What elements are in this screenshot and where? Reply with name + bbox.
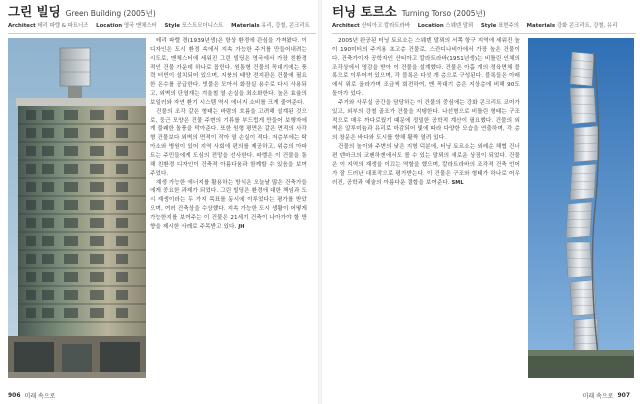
right-subtitle: Turning Torso (2005년) xyxy=(401,9,486,18)
left-paragraph: 재생 가능한 에너지를 활용하는 방식은 오늘날 많은 건축가들에게 중요한 과제가 되었다. 그린 빌딩은 환경에 대한 책임과 도시 재생이라는 두 가지 목표를 동시에 이루었다는 평가를 받았으며, 여러 건축상을 수상했다. 지속 가능한 도시 생활이 어떻게 가능한지를 보여주는 이 건물은 21세기 건축이 나아가야 할 방향을 제시한 사례로 주목받고 있다. JH xyxy=(150,179,307,230)
right-page xyxy=(320,0,640,404)
green-building-photo xyxy=(8,38,146,378)
left-body-text xyxy=(150,37,307,377)
right-body-text xyxy=(332,37,520,377)
running-title: 미래 속으로 xyxy=(24,392,56,400)
info-location: Location 스웨덴 말뫼 xyxy=(417,23,474,29)
right-paragraph: 주거와 사무실 공간을 담당하는 이 건물의 중심에는 강화 콘크리트 코어가 있고, 외부의 강철 골조가 건물을 지탱한다. 나선형으로 비틀린 형태는 구조적으로 매우 까다로웠기 때문에 정밀한 공학적 계산이 필요했다. 건물의 외벽은 알루미늄과 유리로 마감되어 빛에 따라 다양한 모습을 연출하며, 각 층의 창문은 바다와 도시를 향해 활짝 열려 있다. xyxy=(332,99,520,142)
info-location: Location 영국 맨체스터 xyxy=(96,23,157,29)
left-paragraph: 테리 파렐 경(1939년생)은 항상 환경에 관심을 가져왔다. 이 디자인은 도시 환경 속에서 지속 가능한 주거를 만들어내려는 시도로, 맨체스터에 세워진 그린 빌딩은 영국에서 가장 친환경적인 건물 가운데 하나로 꼽힌다. 원통형 건물의 꼭대기에는 풍력 터빈이 설치되어 있으며, 지붕의 태양 전지판은 건물에 필요한 온수를 공급한다. 빗물은 모아서 화장실 용수로 다시 사용되고, 외벽의 단열재는 겨울철 열 손실을 최소화한다. 높은 효율의 보일러와 자연 환기 시스템 역시 에너지 소비를 크게 줄여준다. xyxy=(150,38,307,106)
left-footer xyxy=(8,389,55,401)
left-subtitle: Green Building (2005년) xyxy=(65,9,156,18)
info-architect: Architect 산티아고 칼라트라바 xyxy=(332,23,411,29)
page-number: 906 xyxy=(8,391,21,399)
info-architect: Architect 테리 파렐 & 파트너즈 xyxy=(8,23,89,29)
author-initials: JH xyxy=(238,223,245,230)
right-paragraph: 건물의 높이와 주변의 낮은 지형 덕분에, 터닝 토르소는 외레순 해협 건너편 덴마크의 코펜하겐에서도 볼 수 있는 말뫼의 새로운 상징이 되었다. 건물은 이 지역의 재생을 이끄는 역할을 했으며, 칼라트라바의 조각적 건축 언어가 잘 드러난 대표작으로 평가받는다. 이 건물은 구조와 형태가 하나로 어우러진, 공학과 예술의 아름다운 결합을 보여준다. SML xyxy=(332,144,520,186)
left-divider xyxy=(8,33,316,34)
right-footer xyxy=(583,389,630,401)
right-info-bar xyxy=(332,21,636,33)
left-info-bar xyxy=(8,21,316,33)
info-materials: Materials 강화 콘크리트, 강철, 유리 xyxy=(526,23,618,29)
right-divider xyxy=(332,33,636,34)
left-paragraph: 건물의 조각 같은 형태는 바람의 흐름을 고려해 설계된 것으로, 둥근 모양은 건물 주변의 기류를 부드럽게 만들어 보행자에게 불쾌한 돌풍을 막아준다. 또한 원형 평면은 같은 면적의 사각형 건물보다 외벽의 면적이 작아 열 손실이 적다. 저층부에는 탁아소와 병원이 있어 지역 사회에 편의를 제공하고, 위층의 아파트는 주민들에게 도심의 전망을 선사한다. 파렐은 이 건물을 통해 친환경 디자인이 건축적 아름다움과 함께할 수 있음을 보여주었다. xyxy=(150,108,307,177)
page-number: 907 xyxy=(617,391,630,399)
running-title: 미래 속으로 xyxy=(582,392,614,400)
right-paragraph: 2005년 완공된 터닝 토르소는 스웨덴 말뫼의 서쪽 항구 지역에 세워진 높이 190미터의 주거용 초고층 건물로, 스칸디나비아에서 가장 높은 건물이다. 건축가이자 공학자인 산티아고 칼라트라바(1951년생)는 비틀린 인체의 조각상에서 영감을 받아 이 건물을 설계했다. 건물은 아홉 개의 정육면체 블록으로 이루어져 있으며, 각 블록은 다섯 개 층으로 구성된다. 블록들은 아래에서 위로 올라가며 조금씩 회전하여, 맨 꼭대기 층은 지상층에 비해 90도 돌아가 있다. xyxy=(332,38,520,98)
author-initials: SML xyxy=(451,179,464,186)
info-style: Style 포스트모더니스트 xyxy=(164,23,224,29)
info-materials: Materials 유리, 강철, 콘크리트 xyxy=(231,23,310,29)
right-header xyxy=(332,2,486,20)
turning-torso-photo xyxy=(528,38,634,378)
info-style: Style 표현주의 xyxy=(480,23,519,29)
right-title: 터닝 토르소 xyxy=(332,4,397,19)
left-header xyxy=(8,2,156,20)
left-title: 그린 빌딩 xyxy=(8,4,61,19)
